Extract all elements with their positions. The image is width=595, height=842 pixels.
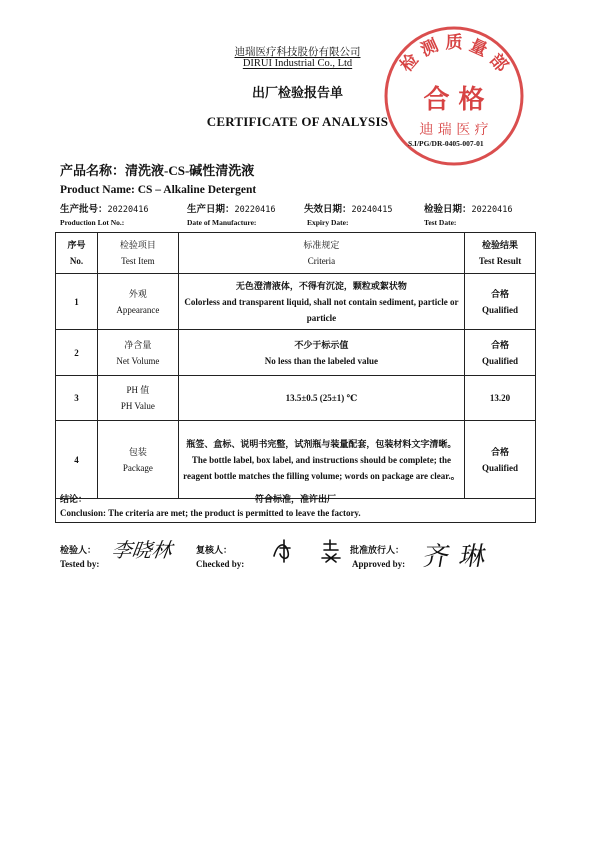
row-criteria-cn: 不少于标示值: [294, 339, 349, 350]
header-result-en: Test Result: [478, 256, 522, 266]
row-item: [97, 421, 178, 499]
company-name-cn-text: 迪瑞医疗科技股份有限公司: [234, 47, 361, 58]
conclusion-box: [55, 490, 536, 523]
expiry-date: [304, 201, 392, 215]
header-item-cn: 检验项目: [119, 240, 156, 250]
row-item: [97, 274, 178, 330]
stamp-arc-text: 检 测 质 量 部: [396, 33, 512, 77]
approved-by-signature: 齐琳: [420, 542, 499, 572]
row-result: [465, 330, 536, 376]
test-value: 20220416: [471, 205, 513, 215]
product-name-cn-value: 清洗液-CS-碱性清洗液: [125, 163, 255, 178]
approved-by-label-en: Approved by:: [352, 559, 406, 569]
row-no: 2: [56, 330, 98, 376]
exp-label: 失效日期：: [304, 205, 352, 215]
test-label-en: Test Date:: [424, 218, 457, 227]
checked-by-signature: [270, 536, 350, 566]
row-criteria: [178, 274, 464, 330]
row-criteria-en: No less than the labeled value: [264, 355, 379, 366]
tested-by-label-cn: 检验人：: [60, 545, 97, 555]
manufacture-date: [187, 201, 275, 215]
row-result-en: Qualified: [482, 355, 519, 366]
tested-by-label-en: Tested by:: [60, 559, 100, 569]
lot-number: [60, 201, 148, 215]
row-result: [465, 274, 536, 330]
product-name-cn: [60, 160, 254, 179]
row-criteria: [178, 330, 464, 376]
results-table: [55, 232, 536, 499]
table-row: [56, 421, 536, 499]
header-item: [97, 233, 178, 274]
row-item-en: Appearance: [116, 304, 160, 315]
product-name-en: Product Name: CS – Alkaline Detergent: [60, 184, 257, 196]
header-result: [465, 233, 536, 274]
table-row: [56, 274, 536, 330]
checked-by-label-en: Checked by:: [196, 559, 245, 569]
test-date: [424, 201, 512, 215]
row-no: 3: [56, 376, 98, 421]
row-result: [465, 376, 536, 421]
row-result-en: Qualified: [482, 304, 519, 315]
document-title-en: CERTIFICATE OF ANALYSIS: [206, 114, 389, 129]
lot-value: 20220416: [107, 205, 149, 215]
row-item-cn: 包装: [128, 446, 147, 457]
row-no: 1: [56, 274, 98, 330]
document-title-cn: 出厂检验报告单: [251, 85, 343, 100]
row-result-cn: 合格: [491, 339, 510, 350]
document-code: S.I/PG/DR-0405-007-01: [408, 139, 484, 148]
row-criteria: [178, 421, 464, 499]
checked-by-label-cn: 复核人：: [196, 545, 233, 555]
mfg-label: 生产日期：: [187, 205, 235, 215]
lot-label-en: Production Lot No.:: [60, 218, 125, 227]
mfg-label-en: Date of Manufacture:: [187, 218, 257, 227]
row-item-cn: PH 值: [126, 385, 150, 395]
row-result: [465, 421, 536, 499]
table-header-row: [56, 233, 536, 274]
row-criteria-cn: 13.5±0.5 (25±1) ℃: [285, 393, 358, 403]
row-criteria: [178, 376, 464, 421]
row-item: [97, 330, 178, 376]
header-item-en: Test Item: [121, 256, 155, 266]
stamp-main-text: 合 格: [423, 85, 485, 115]
header-no-en: No.: [69, 256, 84, 266]
row-item-cn: 净含量: [124, 339, 152, 350]
header-no-cn: 序号: [67, 240, 86, 250]
conclusion-label-cn: 结论：: [60, 494, 88, 504]
header-criteria: [178, 233, 464, 274]
company-name-en-text: DIRUI Industrial Co., Ltd: [242, 58, 353, 69]
stamp-sub-text: 迪 瑞 医 疗: [419, 122, 489, 138]
row-result-en: Qualified: [482, 462, 519, 473]
header-criteria-cn: 标准规定: [303, 240, 340, 250]
row-criteria-en: Colorless and transparent liquid, shall not contain sediment, particle or particle: [184, 296, 459, 323]
row-item-en: PH Value: [120, 401, 155, 411]
approved-by-label-cn: 批准放行人：: [350, 545, 405, 555]
row-no: 4: [56, 421, 98, 499]
conclusion-value-cn: 符合标准，准许出厂: [254, 494, 336, 504]
table-row: [56, 376, 536, 421]
row-item-en: Package: [122, 462, 153, 473]
exp-label-en: Expiry Date:: [307, 218, 349, 227]
header-criteria-en: Criteria: [307, 256, 336, 266]
row-result-cn: 合格: [491, 446, 510, 457]
mfg-value: 20220416: [234, 205, 276, 215]
row-result-cn: 13.20: [489, 393, 511, 403]
table-row: [56, 330, 536, 376]
product-name-cn-label: 产品名称：: [60, 163, 126, 178]
row-criteria-cn: 无色澄清液体，不得有沉淀，颗粒或絮状物: [235, 280, 407, 291]
exp-value: 20240415: [351, 205, 393, 215]
row-criteria-en: The bottle label, box label, and instructions should be complete; the reagent bottle matches the filling volume; words on package are clear.。: [183, 454, 460, 481]
test-label: 检验日期：: [424, 205, 472, 215]
header-no: [56, 233, 98, 274]
lot-label: 生产批号：: [60, 205, 108, 215]
header-result-cn: 检验结果: [482, 240, 519, 250]
row-item-en: Net Volume: [116, 355, 160, 366]
tested-by-signature: 李晓林: [110, 538, 174, 562]
row-item-cn: 外观: [128, 288, 147, 299]
row-criteria-cn: 瓶签、盒标、说明书完整，试剂瓶与装量配套，包装材料文字清晰。: [186, 438, 457, 449]
conclusion-en: Conclusion: The criteria are met; the product is permitted to leave the factory.: [60, 508, 361, 518]
row-item: [97, 376, 178, 421]
row-result-cn: 合格: [491, 288, 510, 299]
